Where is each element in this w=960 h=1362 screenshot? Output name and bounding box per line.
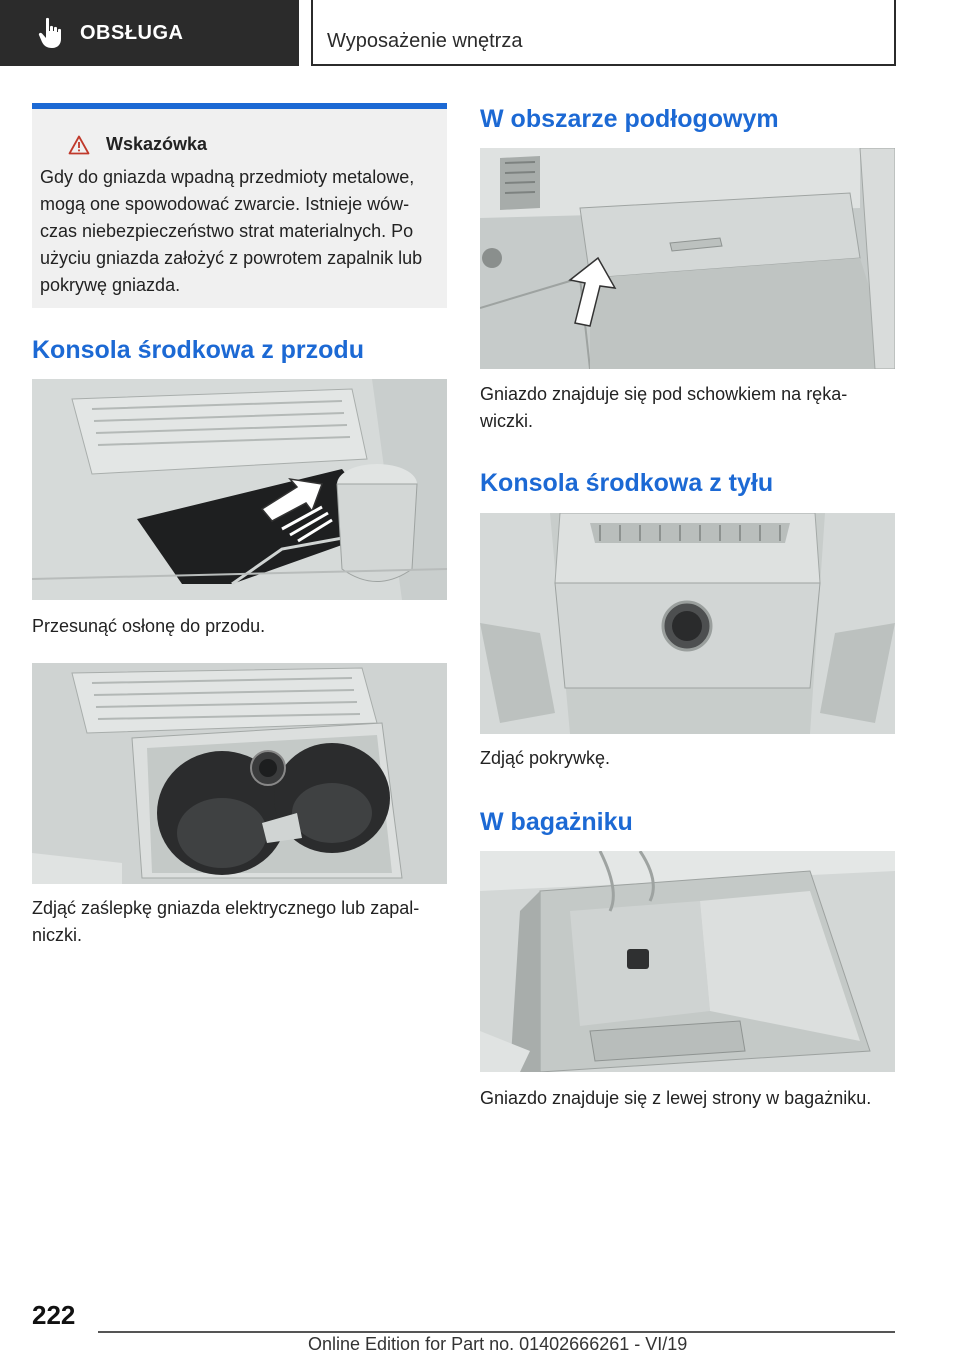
warning-text-line: pokrywę gniazda. <box>40 275 181 295</box>
caption-remove-plug <box>32 895 419 949</box>
warning-title: Wskazówka <box>106 134 208 154</box>
caption-line: Gniazdo znajduje się pod schowkiem na ręka- <box>480 384 848 404</box>
figure-trunk-socket <box>480 851 895 1072</box>
caption-line: Zdjąć zaślepkę gniazda elektrycznego lub zapal- <box>32 898 420 918</box>
caption-slide-cover: Przesunąć osłonę do przodu. <box>32 616 266 636</box>
footer-rule <box>98 1331 895 1333</box>
footer-edition: Online Edition for Part no. 01402666261 - VI/19 <box>308 1334 688 1354</box>
header-chapter-label: Wyposażenie wnętrza <box>327 30 523 52</box>
warning-note <box>32 103 447 308</box>
warning-text-line: mogą one spowodować zwarcie. Istnieje wów- <box>40 194 410 214</box>
warning-header <box>68 134 435 155</box>
heading-trunk: W bagażniku <box>480 808 633 836</box>
caption-trunk-left: Gniazdo znajduje się z lewej strony w bagażniku. <box>480 1088 872 1108</box>
figure-front-console-socket <box>32 663 447 884</box>
figure-rear-console-socket <box>480 513 895 734</box>
warning-text-line: użyciu gniazda założyć z powrotem zapalnik lub <box>40 248 423 268</box>
hand-pointer-icon <box>38 17 64 49</box>
caption-line: niczki. <box>32 925 83 945</box>
caption-line: wiczki. <box>480 411 533 431</box>
warning-text-line: czas niebezpieczeństwo strat materialnych. Po <box>40 221 414 241</box>
warning-triangle-icon <box>68 135 90 155</box>
warning-text <box>40 164 435 299</box>
figure-floor-socket <box>480 148 895 369</box>
warning-text-line: Gdy do gniazda wpadną przedmioty metalowe, <box>40 167 415 187</box>
header-chapter-tab <box>311 0 896 66</box>
header-section-tab <box>0 0 299 66</box>
caption-under-glovebox <box>480 381 847 435</box>
heading-floor-area: W obszarze podłogowym <box>480 105 779 133</box>
heading-rear-console: Konsola środkowa z tyłu <box>480 469 774 497</box>
header-section-label: OBSŁUGA <box>80 21 184 44</box>
figure-front-console-cover <box>32 379 447 600</box>
page-number: 222 <box>32 1300 76 1330</box>
caption-remove-cap: Zdjąć pokrywkę. <box>480 748 611 768</box>
heading-front-console: Konsola środkowa z przodu <box>32 336 364 364</box>
